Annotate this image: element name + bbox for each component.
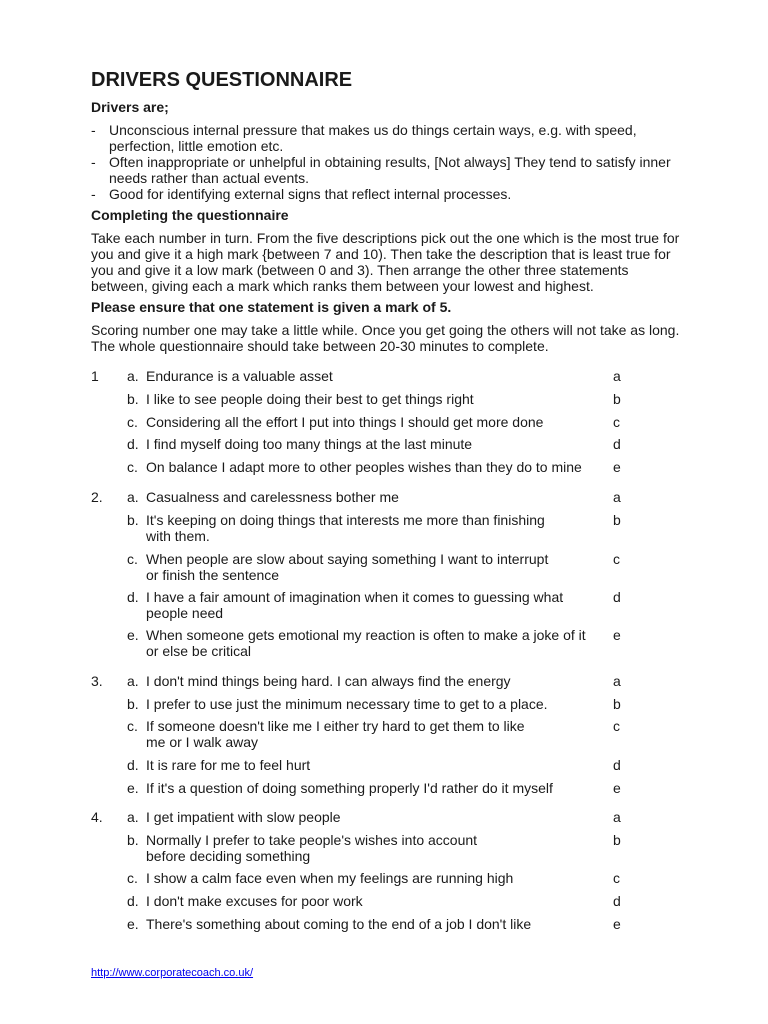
option-letter: b [613, 391, 621, 407]
option-letter: b [613, 832, 621, 848]
question-option: a. I don't mind things being hard. I can always find the energy [127, 673, 511, 689]
option-letter: a [613, 673, 621, 689]
list-item [91, 154, 731, 186]
paragraph-line: Take each number in turn. From the five descriptions pick out the one which is the most true for [91, 230, 680, 246]
question-option: a. Casualness and carelessness bother me [127, 489, 399, 505]
question-option: c. Considering all the effort I put into things I should get more done [127, 414, 544, 430]
drivers-list [91, 122, 731, 202]
question-option: a. I get impatient with slow people [127, 809, 341, 825]
question-option: c. If someone doesn't like me I either try hard to get them to like me or I walk away [127, 718, 525, 750]
option-letter: a [613, 809, 621, 825]
drivers-heading: Drivers are; [91, 99, 169, 115]
question-option: e. If it's a question of doing something properly I'd rather do it myself [127, 780, 553, 796]
bullet-dash: - [91, 154, 96, 170]
option-letter: c [613, 870, 620, 886]
option-letter: d [613, 589, 621, 605]
scoring-paragraph [91, 322, 731, 354]
question-option: d. It is rare for me to feel hurt [127, 757, 311, 773]
option-letter: d [613, 893, 621, 909]
bullet-text: Often inappropriate or unhelpful in obtaining results, [Not always] They tend to satisfy inner [109, 154, 671, 170]
option-letter: e [613, 780, 621, 796]
question-number: 2. [91, 489, 103, 505]
question-option: d. I have a fair amount of imagination when it comes to guessing what people need [127, 589, 564, 621]
question-option: e. There's something about coming to the end of a job I don't like [127, 916, 532, 932]
question-option: b. It's keeping on doing things that interests me more than finishing with them. [127, 512, 545, 544]
option-letter: b [613, 696, 621, 712]
paragraph-line: The whole questionnaire should take between 20-30 minutes to complete. [91, 338, 549, 354]
option-letter: e [613, 459, 621, 475]
page-title: DRIVERS QUESTIONNAIRE [91, 69, 353, 91]
bullet-text: needs rather than actual events. [109, 170, 310, 186]
question-option: c. When people are slow about saying something I want to interrupt or finish the sentence [127, 551, 549, 583]
paragraph-line: you and give it a low mark (between 0 and 3). Then arrange the other three statements [91, 262, 629, 278]
option-letter: c [613, 718, 620, 734]
question-option: c. I show a calm face even when my feelings are running high [127, 870, 514, 886]
list-item [91, 186, 731, 202]
option-letter: c [613, 551, 620, 567]
bullet-text: Good for identifying external signs that reflect internal processes. [109, 186, 512, 202]
bullet-dash: - [91, 186, 96, 202]
instructions-paragraph [91, 230, 731, 294]
paragraph-line: Scoring number one may take a little while. Once you get going the others will not take as long. [91, 322, 680, 338]
question-option: d. I don't make excuses for poor work [127, 893, 363, 909]
paragraph-line: between, giving each a mark which ranks them between your lowest and highest. [91, 278, 594, 294]
option-letter: d [613, 757, 621, 773]
question-option: c. On balance I adapt more to other peoples wishes than they do to mine [127, 459, 582, 475]
option-letter: d [613, 436, 621, 452]
bullet-text: Unconscious internal pressure that makes us do things certain ways, e.g. with speed, [109, 122, 637, 138]
question-option: b. Normally I prefer to take people's wishes into account before deciding something [127, 832, 478, 864]
option-letter: b [613, 512, 621, 528]
list-item [91, 122, 731, 154]
question-number: 1 [91, 368, 99, 384]
ensure-heading: Please ensure that one statement is given a mark of 5. [91, 299, 452, 315]
option-letter: e [613, 916, 621, 932]
question-option: d. I find myself doing too many things at the last minute [127, 436, 473, 452]
paragraph-line: you and give it a high mark {between 7 and 10). Then take the description that is least true for [91, 246, 671, 262]
completing-heading: Completing the questionnaire [91, 207, 289, 223]
option-letter: a [613, 368, 621, 384]
footer-link[interactable]: http://www.corporatecoach.co.uk/ [91, 967, 254, 979]
option-letter: c [613, 414, 620, 430]
option-letter: e [613, 627, 621, 643]
question-number: 3. [91, 673, 103, 689]
question-option: b. I prefer to use just the minimum necessary time to get to a place. [127, 696, 548, 712]
question-option: e. When someone gets emotional my reaction is often to make a joke of it or else be critical [127, 627, 586, 659]
bullet-text: perfection, little emotion etc. [109, 138, 284, 154]
question-option: b. I like to see people doing their best to get things right [127, 391, 474, 407]
question-number: 4. [91, 809, 103, 825]
bullet-dash: - [91, 122, 96, 138]
option-letter: a [613, 489, 621, 505]
question-option: a. Endurance is a valuable asset [127, 368, 333, 384]
